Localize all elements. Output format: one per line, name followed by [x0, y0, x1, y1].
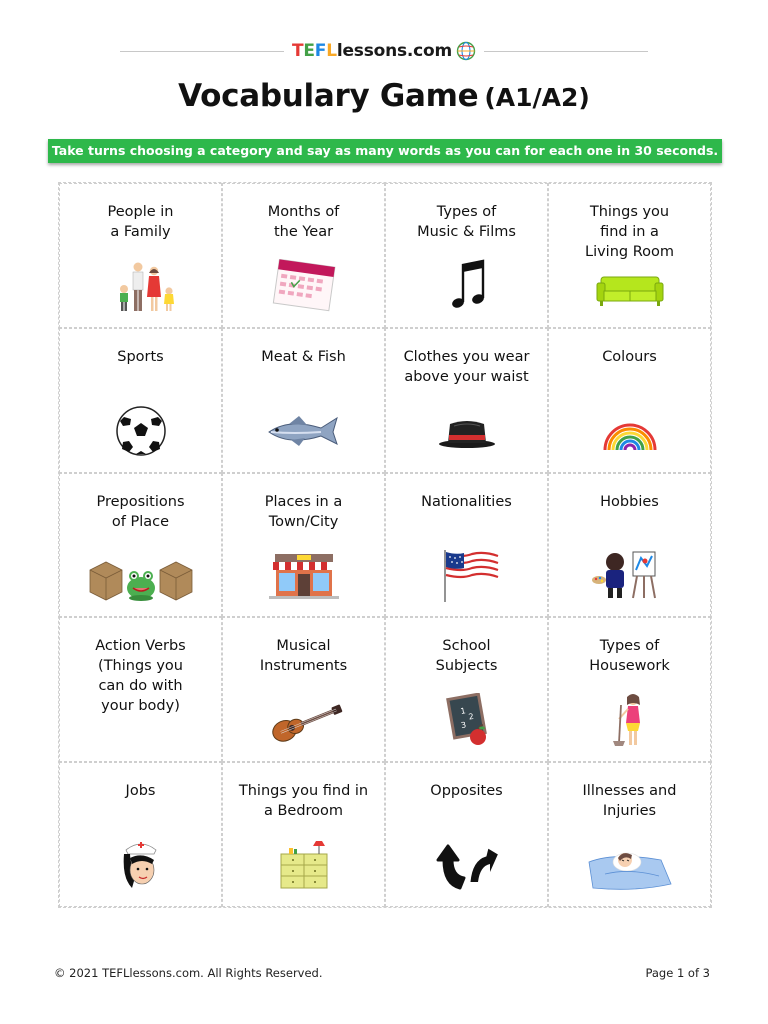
calendar-icon — [249, 259, 359, 313]
rainbow-icon — [575, 404, 685, 458]
category-cell — [222, 762, 385, 907]
brand-line-right — [484, 51, 648, 52]
category-label: Types of Music & Films — [417, 204, 516, 240]
opposite-arrows-icon — [412, 838, 522, 892]
sofa-icon — [575, 259, 685, 313]
category-label: Months of the Year — [267, 204, 340, 240]
category-cell — [548, 762, 711, 907]
category-label: Jobs — [125, 783, 156, 800]
category-label: Prepositions of Place — [96, 493, 185, 530]
category-cell — [548, 328, 711, 473]
category-cell — [59, 328, 222, 473]
category-label: Action Verbs (Things you can do with your body) — [95, 638, 186, 715]
svg-text:1: 1 — [459, 706, 466, 717]
brand-line-left — [120, 51, 284, 52]
category-label: Hobbies — [600, 493, 659, 510]
dresser-icon — [249, 838, 359, 892]
category-cell — [385, 762, 548, 907]
svg-text:2: 2 — [467, 712, 475, 722]
category-label: School Subjects — [435, 638, 498, 675]
category-grid — [58, 182, 712, 908]
category-cell — [59, 762, 222, 907]
category-cell — [59, 617, 222, 762]
page-title: Vocabulary Game (A1/A2) — [178, 78, 590, 114]
instructions-banner: Take turns choosing a category and say as many words as you can for each one in 30 seconds. — [48, 139, 722, 163]
category-label: People in a Family — [107, 204, 174, 240]
category-cell — [548, 617, 711, 762]
footer-page-number: Page 1 of 3 — [645, 966, 710, 980]
category-label: Things you find in a Living Room — [584, 204, 674, 260]
category-cell — [222, 328, 385, 473]
chalkboard-apple-icon — [412, 693, 522, 747]
brand-header — [120, 38, 648, 64]
brand-logo: T E F L lessons.com — [284, 41, 484, 61]
shop-icon — [249, 548, 359, 602]
fish-icon — [249, 404, 359, 458]
category-cell — [222, 183, 385, 328]
category-cell — [385, 183, 548, 328]
frog-boxes-icon — [86, 548, 196, 602]
sweeping-woman-icon — [575, 693, 685, 747]
category-cell — [385, 617, 548, 762]
svg-text:3: 3 — [459, 720, 467, 731]
us-flag-icon — [412, 548, 522, 602]
category-label: Types of Housework — [589, 638, 670, 675]
footer-copyright: © 2021 TEFLlessons.com. All Rights Reserved. — [54, 966, 323, 980]
soccer-ball-icon — [86, 404, 196, 458]
globe-icon — [456, 41, 476, 61]
category-cell — [59, 473, 222, 618]
category-cell — [548, 183, 711, 328]
music-note-icon — [412, 259, 522, 313]
category-label: Musical Instruments — [259, 638, 348, 675]
family-icon — [86, 259, 196, 313]
guitar-icon — [249, 693, 359, 747]
category-label: Things you find in a Bedroom — [238, 783, 369, 820]
category-cell — [222, 617, 385, 762]
category-label: Colours — [602, 348, 657, 365]
category-cell — [222, 473, 385, 618]
painter-icon — [575, 548, 685, 602]
category-cell — [385, 473, 548, 618]
category-cell — [385, 328, 548, 473]
category-cell — [548, 473, 711, 618]
hat-icon — [412, 404, 522, 458]
sick-in-bed-icon — [575, 838, 685, 892]
category-label: Clothes you wear above your waist — [403, 348, 530, 385]
category-cell — [59, 183, 222, 328]
category-label: Meat & Fish — [261, 348, 346, 365]
category-label: Nationalities — [421, 493, 512, 510]
nurse-icon — [86, 838, 196, 892]
category-label: Sports — [117, 348, 164, 365]
category-label: Places in a Town/City — [264, 493, 343, 530]
category-label: Illnesses and Injuries — [582, 783, 677, 820]
category-label: Opposites — [430, 783, 503, 800]
